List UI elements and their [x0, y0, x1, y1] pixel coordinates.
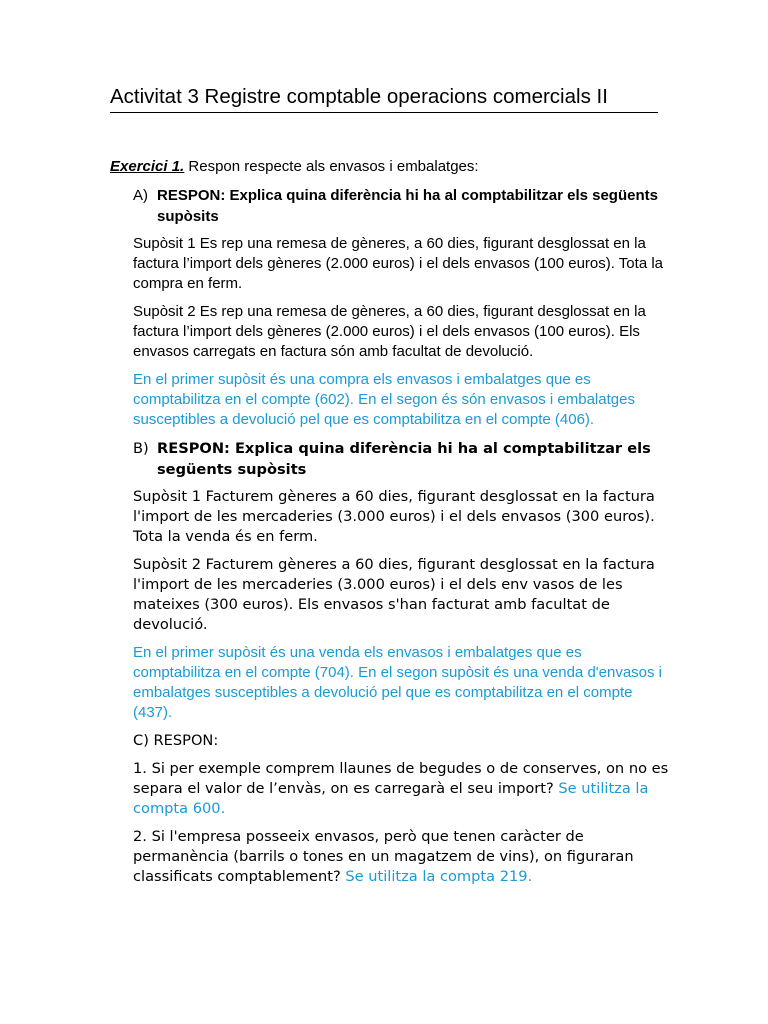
answer-c1: Se utilitza la compta 600.	[133, 780, 649, 817]
case-b2: Supòsit 2 Facturem gèneres a 60 dies, figurant desglossat en la factura l'import de les mercaderies (3.000 euros) i el dels env vasos de les mateixes (300 euros). Els envasos s'han facturat amb facultat de devolució.	[133, 556, 655, 633]
page-title: Activitat 3 Registre comptable operacions comercials II	[110, 84, 658, 113]
answer-b: En el primer supòsit és una venda els envasos i embalatges que es comptabilitza en el compte (704). En el segon supòsit és una venda d'envasos i embalatges susceptibles a devolució pel que es comptabilitza en el compte (437).	[133, 644, 663, 721]
question-c1-text: 1. Si per exemple comprem llaunes de begudes o de conserves, on no es separa el valor de l’envàs, on es carregarà el seu import?	[133, 760, 669, 797]
exercise-intro-text: Respon respecte als envasos i embalatges:	[184, 158, 479, 175]
question-c2-text: 2. Si l'empresa posseeix envasos, però que tenen caràcter de permanència (barrils o tones en un magatzem de vins), on figuraran classificats comptablement?	[133, 828, 634, 885]
answer-c2: Se utilitza la compta 219.	[345, 868, 533, 885]
case-a1: Supòsit 1 Es rep una remesa de gèneres, a 60 dies, figurant desglossat en la factura l’import dels gèneres (2.000 euros) i el dels envasos (100 euros). Tota la compra en ferm.	[133, 235, 664, 292]
question-b-text: RESPON: Explica quina diferència hi ha al comptabilitzar els següents supòsits	[157, 440, 651, 478]
question-a	[133, 185, 673, 227]
question-a-text: RESPON: Explica quina diferència hi ha al comptabilitzar els següents supòsits	[157, 187, 658, 225]
exercise-intro	[110, 157, 479, 177]
answer-a: En el primer supòsit és una compra els envasos i embalatges que es comptabilitza en el compte (602). En el segon és són envasos i embalatges susceptibles a devolució pel que es comptabilitza en el compte (406).	[133, 371, 635, 428]
exercise-label: Exercici 1.	[110, 158, 185, 175]
question-b-marker: B)	[133, 440, 149, 457]
question-c2	[133, 827, 673, 887]
section-c-heading: C) RESPON:	[133, 732, 219, 749]
question-c1	[133, 759, 673, 819]
question-b	[133, 438, 673, 480]
case-b1: Supòsit 1 Facturem gèneres a 60 dies, figurant desglossat en la factura l'import de les mercaderies (3.000 euros) i el dels envasos (300 euros). Tota la venda és en ferm.	[133, 488, 655, 545]
document-body	[133, 185, 673, 895]
case-a2: Supòsit 2 Es rep una remesa de gèneres, a 60 dies, figurant desglossat en la factura l’import dels gèneres (2.000 euros) i el dels envasos (100 euros). Els envasos carregats en factura són amb facultat de devolució.	[133, 303, 646, 360]
question-a-marker: A)	[133, 187, 148, 204]
